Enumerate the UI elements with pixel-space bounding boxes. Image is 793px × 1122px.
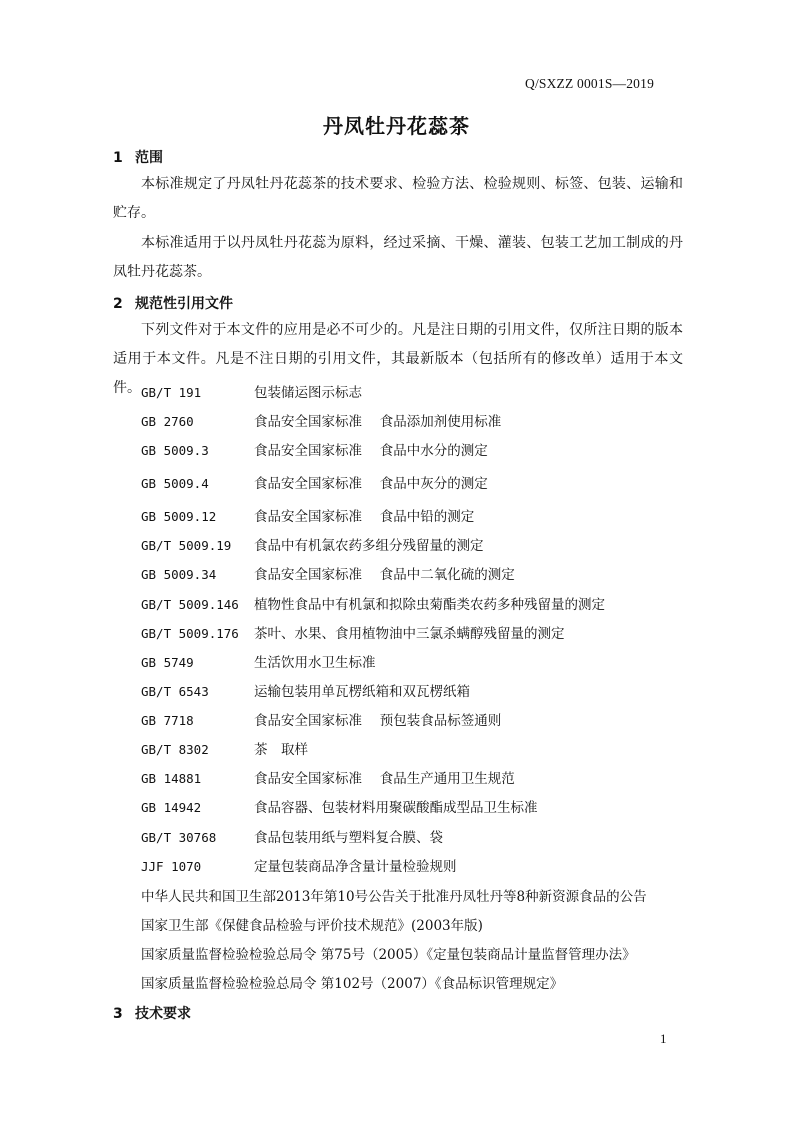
reference-row [141,622,565,642]
reference-code: GB 5009.4 [141,476,209,491]
reference-code: GB 14942 [141,800,202,815]
reference-row [141,381,362,401]
reference-name: 生活饮用水卫生标准 [254,655,376,671]
reference-row [141,796,538,816]
other-reference: 中华人民共和国卫生部2013年第10号公告关于批准丹凤牡丹等8种新资源食品的公告 [141,889,647,905]
reference-code: GB/T 6543 [141,684,209,699]
reference-code: GB/T 8302 [141,742,209,757]
reference-code: GB 2760 [141,414,194,429]
other-reference: 国家卫生部《保健食品检验与评价技术规范》(2003年版) [141,918,483,934]
reference-name: 食品安全国家标准 食品中水分的测定 [254,443,488,459]
reference-row [141,505,474,525]
reference-code: GB 14881 [141,771,202,786]
reference-code: GB/T 5009.176 [141,626,239,641]
reference-row [141,534,484,554]
reference-row [141,738,308,758]
reference-row [141,651,376,671]
reference-code: GB 5009.3 [141,443,209,458]
reference-code: GB 7718 [141,713,194,728]
reference-row [141,855,457,875]
reference-code: JJF 1070 [141,859,202,874]
reference-name: 食品安全国家标准 食品中铅的测定 [254,509,475,525]
reference-name: 食品容器、包装材料用聚碳酸酯成型品卫生标准 [254,800,538,816]
section-1-heading [113,147,163,167]
document-title: 丹凤牡丹花蕊茶 [323,114,470,138]
other-reference: 国家质量监督检验检验总局令 第75号（2005）《定量包装商品计量监督管理办法》 [141,947,636,963]
other-reference: 国家质量监督检验检验总局令 第102号（2007）《食品标识管理规定》 [141,976,564,992]
section-1-paragraph-2: 本标准适用于以丹凤牡丹花蕊为原料，经过采摘、干燥、灌装、包装工艺加工制成的丹凤牡丹花蕊茶。 [113,235,683,280]
reference-name: 食品包装用纸与塑料复合膜、袋 [254,830,443,846]
reference-row [141,472,488,492]
reference-name: 食品安全国家标准 食品添加剂使用标准 [254,414,502,430]
reference-name: 食品安全国家标准 预包装食品标签通则 [254,713,502,729]
reference-row [141,410,501,430]
reference-name: 食品安全国家标准 食品生产通用卫生规范 [254,771,515,787]
reference-code: GB/T 5009.19 [141,538,232,553]
section-2-heading [113,293,233,313]
reference-row [141,593,605,613]
reference-row [141,439,488,459]
reference-row [141,709,501,729]
section-1-paragraph-1: 本标准规定了丹凤牡丹花蕊茶的技术要求、检验方法、检验规则、标签、包装、运输和贮存。 [113,176,683,221]
reference-name: 茶 取样 [254,742,308,758]
section-3-title: 技术要求 [135,1006,191,1022]
reference-code: GB 5009.34 [141,567,217,582]
section-3-heading [113,1003,191,1023]
reference-name: 茶叶、水果、食用植物油中三氯杀螨醇残留量的测定 [254,626,565,642]
reference-code: GB 5749 [141,655,194,670]
section-2-title: 规范性引用文件 [135,296,233,312]
reference-name: 定量包装商品净含量计量检验规则 [254,859,457,875]
section-2-number: 2 [113,296,123,312]
reference-row [141,826,443,846]
section-1-number: 1 [113,150,123,166]
reference-name: 运输包装用单瓦楞纸箱和双瓦楞纸箱 [254,684,470,700]
reference-name: 包装储运图示标志 [254,385,362,401]
reference-row [141,680,470,700]
reference-name: 植物性食品中有机氯和拟除虫菊酯类农药多种残留量的测定 [254,597,605,613]
section-1-title: 范围 [135,150,163,166]
standard-number: Q/SXZZ 0001S—2019 [525,76,655,91]
reference-code: GB/T 5009.146 [141,597,239,612]
reference-row [141,767,515,787]
reference-name: 食品安全国家标准 食品中二氧化硫的测定 [254,567,515,583]
reference-code: GB/T 191 [141,385,202,400]
reference-code: GB 5009.12 [141,509,217,524]
section-2-intro: 下列文件对于本文件的应用是必不可少的。凡是注日期的引用文件，仅所注日期的版本适用于本文件。凡是不注日期的引用文件，其最新版本（包括所有的修改单）适用于本文件。 [113,322,683,396]
reference-row [141,563,515,583]
page-number: 1 [660,1031,667,1046]
reference-code: GB/T 30768 [141,830,217,845]
reference-name: 食品中有机氯农药多组分残留量的测定 [254,538,484,554]
section-3-number: 3 [113,1006,123,1022]
reference-name: 食品安全国家标准 食品中灰分的测定 [254,476,488,492]
